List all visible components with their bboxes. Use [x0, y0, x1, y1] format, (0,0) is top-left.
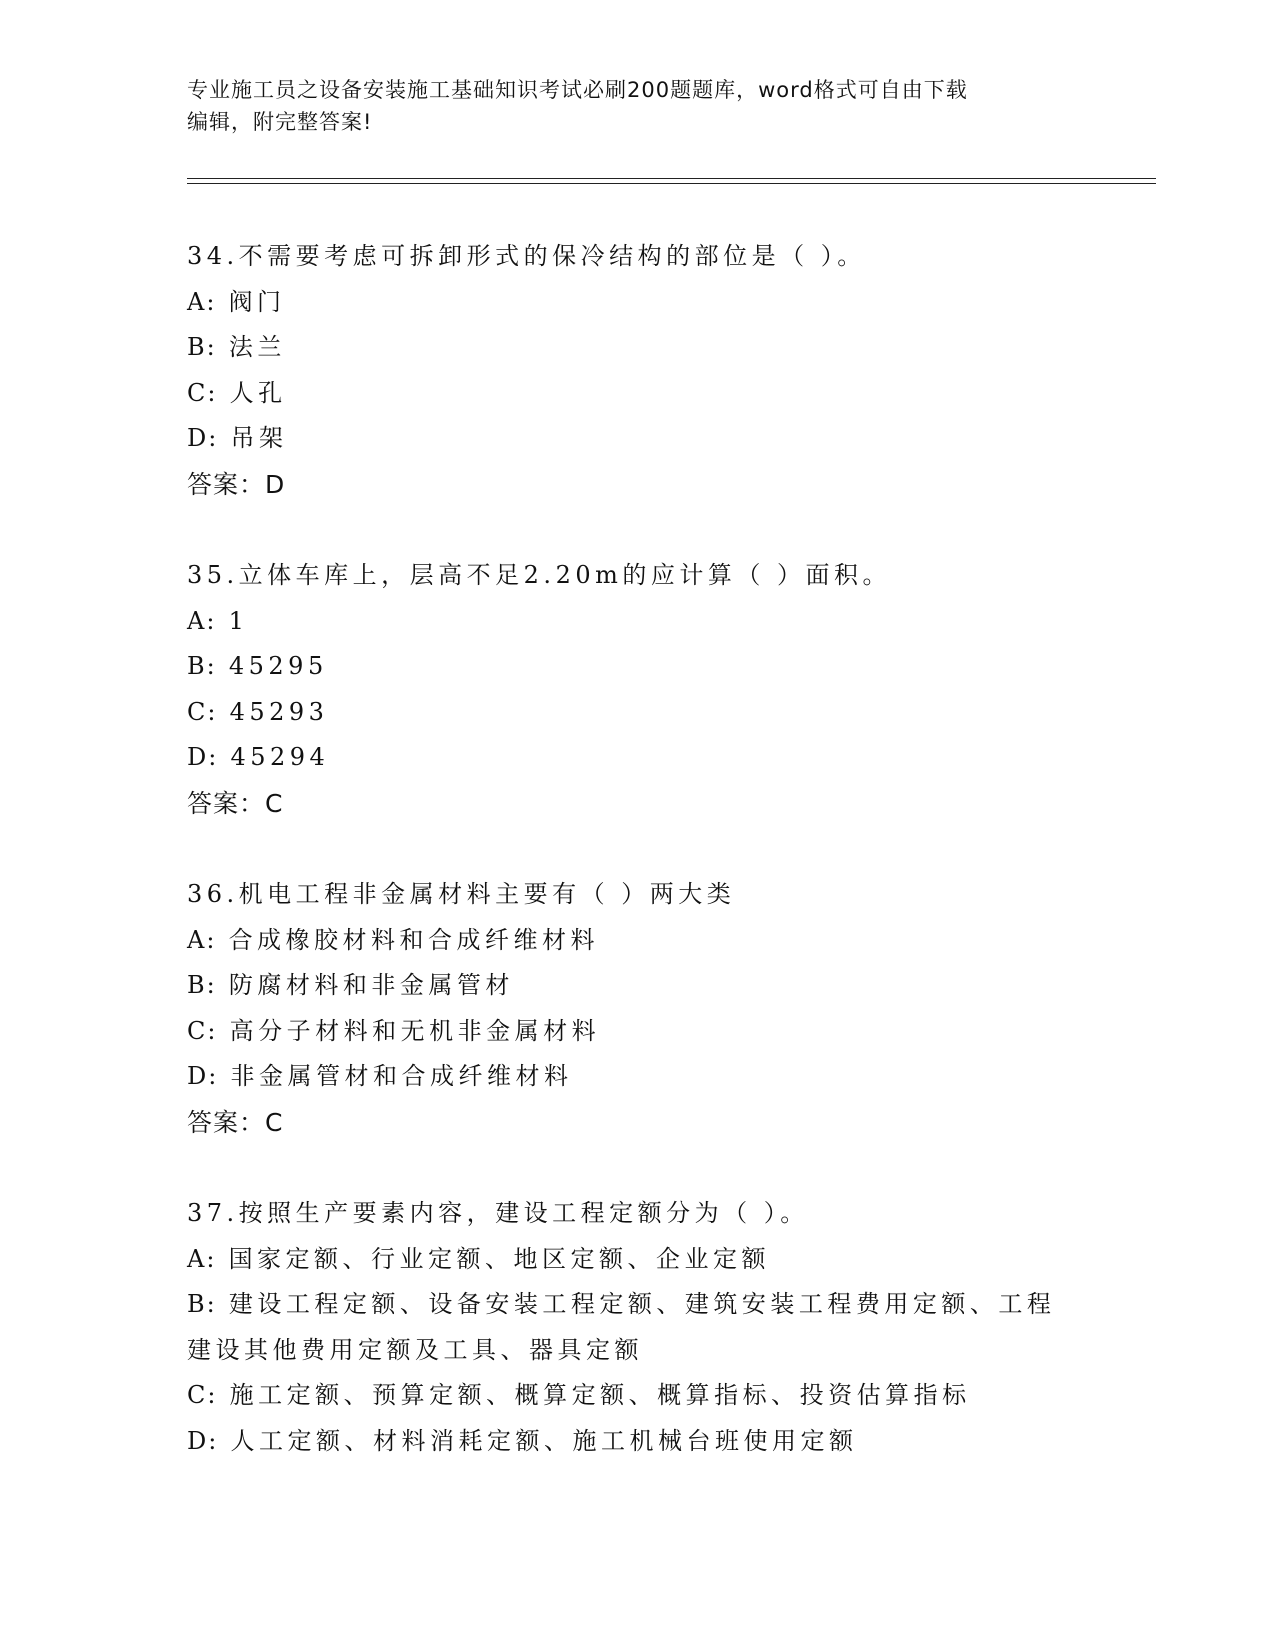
answer-line: 答案：C	[187, 1107, 284, 1137]
option-key: D:	[187, 1062, 219, 1090]
option-a	[187, 280, 1087, 326]
option-b	[187, 1282, 1067, 1373]
question-title: 36.机电工程非金属材料主要有（ ）两大类	[187, 880, 736, 908]
option-d	[187, 1054, 1087, 1100]
question-35	[187, 553, 1087, 826]
option-text: 阀门	[228, 287, 286, 316]
option-text: 人工定额、材料消耗定额、施工机械台班使用定额	[230, 1426, 858, 1455]
option-key: A:	[187, 925, 217, 954]
option-key: B:	[187, 333, 217, 361]
option-text: 人孔	[229, 378, 287, 407]
header-line-2: 编辑，附完整答案!	[187, 110, 373, 134]
option-key: B:	[187, 1290, 217, 1318]
option-text: 施工定额、预算定额、概算定额、概算指标、投资估算指标	[229, 1381, 971, 1409]
option-text: 45294	[230, 743, 330, 771]
option-key: B:	[187, 971, 217, 999]
option-key: A:	[187, 1244, 217, 1273]
option-text: 法兰	[228, 333, 286, 361]
option-c	[187, 690, 1087, 736]
header-divider-top	[187, 178, 1156, 179]
question-34	[187, 234, 1087, 507]
answer-line: 答案：C	[187, 788, 284, 818]
question-title: 35.立体车库上，层高不足2.20m的应计算（ ）面积。	[187, 561, 891, 589]
option-text: 1	[228, 606, 249, 635]
option-key: D:	[187, 424, 219, 452]
header-line-1: 专业施工员之设备安装施工基础知识考试必刷200题题库，word格式可自由下载	[187, 78, 968, 102]
option-key: C:	[187, 378, 218, 407]
option-a	[187, 1237, 1087, 1283]
question-title: 37.按照生产要素内容，建设工程定额分为（ ）。	[187, 1199, 809, 1227]
option-d	[187, 416, 1087, 462]
answer-line: 答案：D	[187, 469, 286, 499]
option-c	[187, 1373, 1087, 1419]
option-text: 45293	[229, 697, 329, 726]
option-key: C:	[187, 1381, 218, 1409]
option-b	[187, 325, 1087, 371]
option-text: 合成橡胶材料和合成纤维材料	[228, 925, 600, 954]
question-title: 34.不需要考虑可拆卸形式的保冷结构的部位是（ ）。	[187, 242, 866, 270]
question-36	[187, 872, 1087, 1145]
option-text: 45295	[228, 652, 328, 680]
option-c	[187, 1009, 1087, 1055]
option-text: 国家定额、行业定额、地区定额、企业定额	[228, 1244, 771, 1273]
question-37	[187, 1191, 1087, 1464]
option-key: A:	[187, 287, 217, 316]
option-text: 高分子材料和无机非金属材料	[229, 1016, 601, 1045]
option-d	[187, 735, 1087, 781]
option-key: C:	[187, 697, 218, 726]
option-text: 吊架	[230, 424, 288, 452]
option-key: D:	[187, 1426, 219, 1455]
option-key: C:	[187, 1016, 218, 1045]
option-d	[187, 1419, 1087, 1465]
option-text: 防腐材料和非金属管材	[228, 971, 514, 999]
option-a	[187, 599, 1087, 645]
option-key: A:	[187, 606, 217, 635]
document-header	[187, 74, 1087, 138]
option-key: B:	[187, 652, 217, 680]
option-b	[187, 963, 1087, 1009]
option-text: 建设工程定额、设备安装工程定额、建筑安装工程费用定额、工程建设其他费用定额及工具、器具定额	[187, 1290, 1056, 1364]
header-divider-bottom	[187, 183, 1156, 184]
option-b	[187, 644, 1087, 690]
option-a	[187, 918, 1087, 964]
option-c	[187, 371, 1087, 417]
option-text: 非金属管材和合成纤维材料	[230, 1062, 573, 1090]
option-key: D:	[187, 743, 219, 771]
